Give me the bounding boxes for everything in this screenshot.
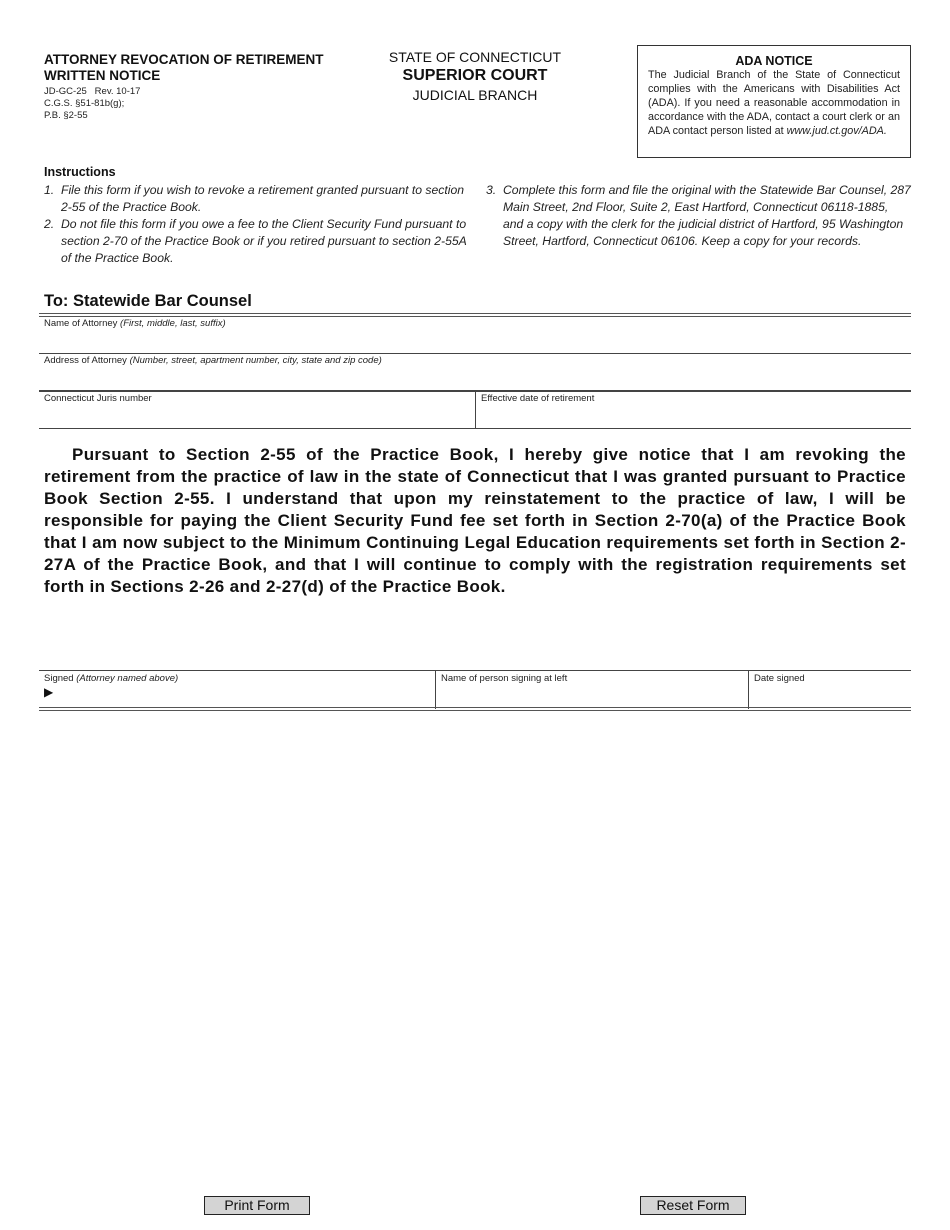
effective-date-label: Effective date of retirement [481,393,595,404]
ada-link[interactable]: www.jud.ct.gov/ADA. [786,125,887,137]
ada-notice [637,45,911,158]
print-form-button[interactable]: Print Form [204,1196,310,1215]
instructions-right-column [486,182,911,250]
signature-hint: (Attorney named above) [76,673,179,684]
signer-name-label: Name of person signing at left [441,673,568,684]
ada-body: The Judicial Branch of the State of Connecticut complies with the Americans with Disabilities Act (ADA). If you need a reasonable accommodation in accordance with the ADA, contact a court clerk or an ADA contact person listed at [648,69,900,137]
instructions-heading: Instructions [44,165,116,179]
signature-field[interactable] [39,673,435,708]
court-name: SUPERIOR COURT [402,67,548,84]
form-number: JD-GC-25 Rev. 10-17 [44,86,141,97]
instruction-item [44,216,469,267]
revocation-statement: Pursuant to Section 2-55 of the Practice Book, I hereby give notice that I am revoking the retirement from the practice of law in the state of Connecticut that I was granted pursuant to Practice Book Section 2-55. I understand that upon my reinstatement to the practice of law, I will be responsible for paying the Client Security Fund fee set forth in Section 2-70(a) of the Practice Book that I am now subject to the Minimum Continuing Legal Education requirements set forth in Section 2-27A of the Practice Book, and that I will continue to comply with the registration requirements set forth in Sections 2-26 and 2-27(d) of the Practice Book. [44,445,906,596]
form-title: ATTORNEY REVOCATION OF RETIREMENT WRITTEN NOTICE [44,52,324,83]
field-divider [39,353,911,354]
recipient-heading: To: Statewide Bar Counsel [44,292,252,310]
effective-date-field[interactable] [476,393,911,428]
attorney-name-label: Name of Attorney [44,318,118,329]
instruction-number: 1. [44,183,55,197]
juris-number-label: Connecticut Juris number [44,393,152,404]
attorney-name-field[interactable] [39,318,911,354]
attorney-address-field[interactable] [39,355,911,390]
court-header [360,49,590,104]
instruction-text: File this form if you wish to revoke a retirement granted pursuant to section 2-55 of the Practice Book. [61,183,465,214]
attorney-address-hint: (Number, street, apartment number, city, state and zip code) [129,355,382,366]
instruction-number: 2. [44,217,55,231]
state-name: STATE OF CONNECTICUT [388,49,562,65]
practice-book-reference: P.B. §2-55 [44,110,88,121]
attorney-name-hint: (First, middle, last, suffix) [120,318,226,329]
statute-reference: C.G.S. §51-81b(g); [44,98,125,109]
instruction-number: 3. [486,183,497,197]
instruction-text: Complete this form and file the original with the Statewide Bar Counsel, 287 Main Street, 2nd Floor, Suite 2, East Hartford, Connecticut 06118-1885, and a copy with the clerk for the judicial district of Hartford, 95 Washington Street, Hartford, Connecticut 06106. Keep a copy for your records. [503,183,911,248]
instruction-item [44,182,469,216]
signer-name-field[interactable] [436,673,748,708]
date-signed-label: Date signed [754,673,805,684]
instruction-text: Do not file this form if you owe a fee to the Client Security Fund pursuant to section 2-70 of the Practice Book or if you retired pursuant to section 2-55A of the Practice Book. [61,217,467,265]
ada-text [648,68,900,138]
form-meta [44,86,140,122]
ada-title: ADA NOTICE [735,54,813,68]
section-divider [39,313,911,317]
section-divider [39,707,911,711]
instructions-left-column [44,182,469,267]
reset-form-button[interactable]: Reset Form [640,1196,746,1215]
attorney-address-label: Address of Attorney [44,355,127,366]
field-divider [39,670,911,671]
signature-label: Signed [44,673,74,684]
branch-name: JUDICIAL BRANCH [412,87,538,103]
field-divider [39,428,911,429]
signature-arrow-icon: ▶ [44,685,54,699]
juris-number-field[interactable] [39,393,475,428]
instruction-item [486,182,911,250]
date-signed-field[interactable] [749,673,911,708]
